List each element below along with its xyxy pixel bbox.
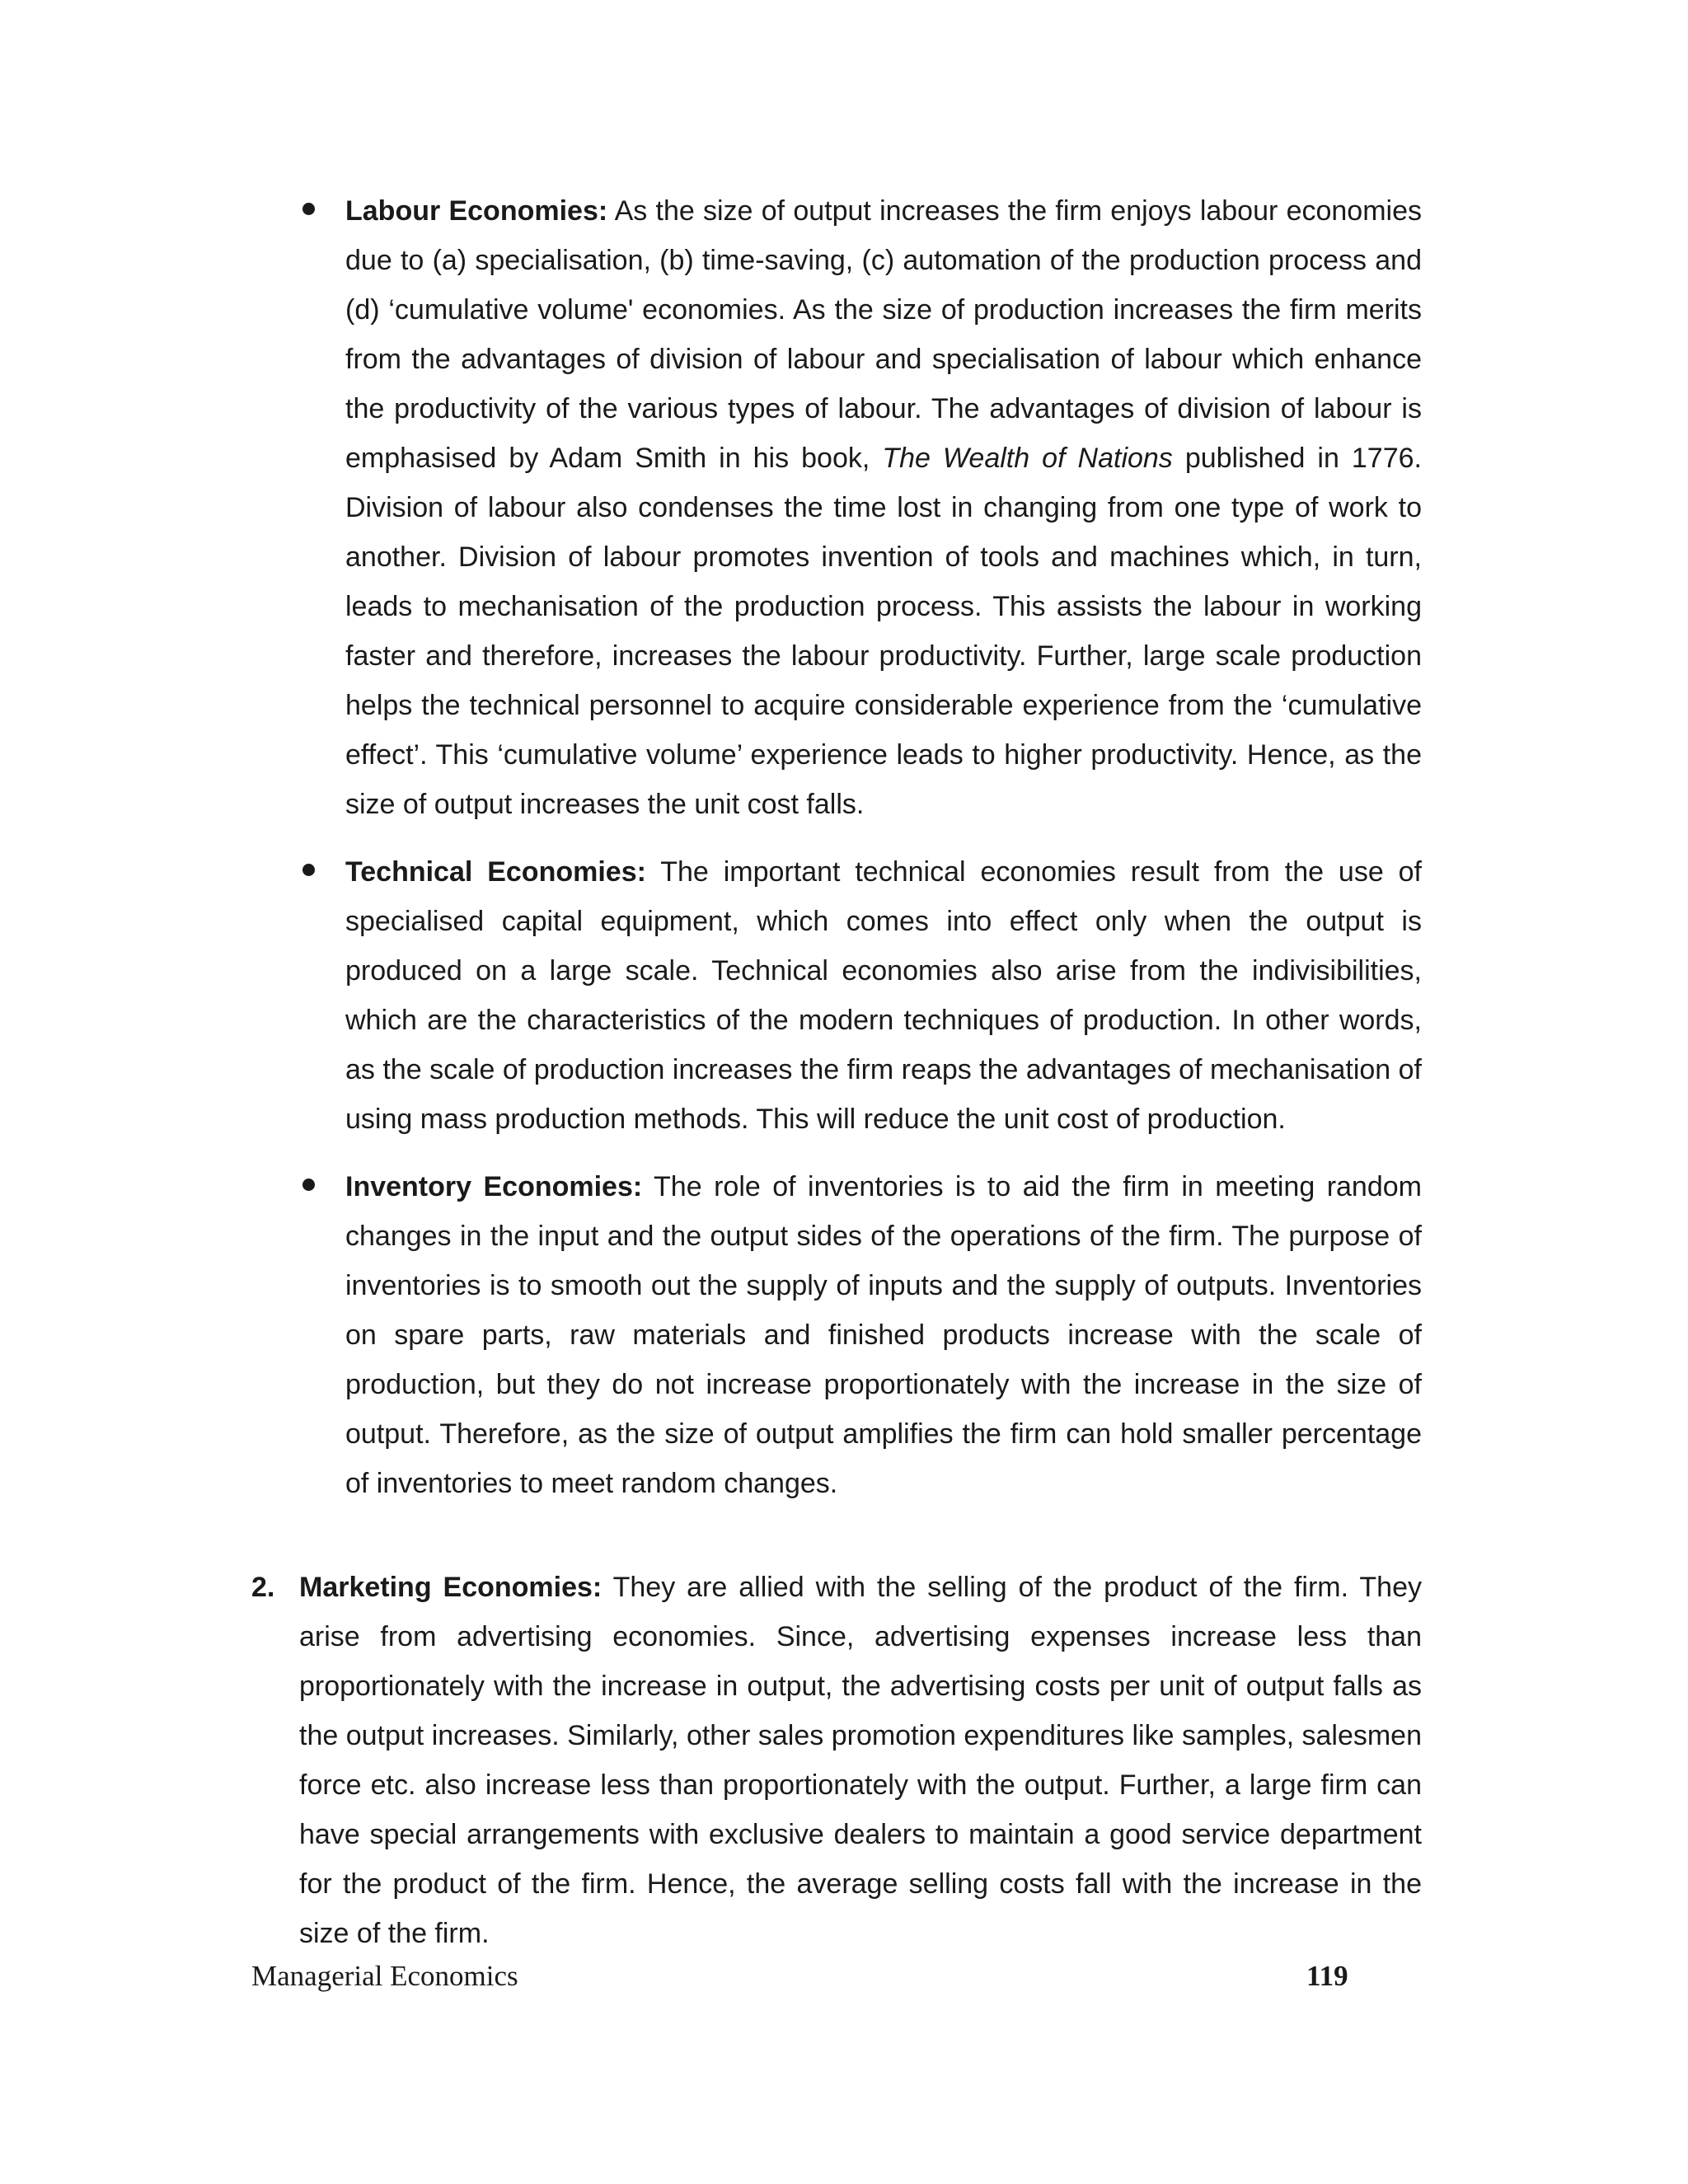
- bullet-item-labour-economies: [301, 186, 1422, 829]
- bullet-icon: [302, 864, 315, 876]
- bullet-paragraph: [345, 1162, 1422, 1508]
- numbered-item-marketing-economies: [251, 1563, 1422, 1958]
- bullet-text: The role of inventories is to aid the firm in meeting random changes in the input and the output sides of the operations of the firm. The purpose of inventories is to smooth out the supply of inputs and the supply of outputs. Inventories on spare parts, raw materials and finished products increase with the scale of production, but they do not increase proportionately with the increase in the size of output. Therefore, as the size of output amplifies the firm can hold smaller percentage of inventories to meet random changes.: [345, 1171, 1422, 1499]
- bullet-paragraph: [345, 847, 1422, 1144]
- bullet-list: [301, 186, 1422, 1526]
- book-title: The Wealth of Nations: [882, 443, 1173, 474]
- page-number: 119: [1306, 1960, 1348, 1992]
- numbered-heading: Marketing Economies:: [299, 1572, 603, 1603]
- bullet-heading: Labour Economies:: [345, 195, 608, 227]
- bullet-item-technical-economies: [301, 847, 1422, 1144]
- bullet-item-inventory-economies: [301, 1162, 1422, 1508]
- numbered-list: [251, 1563, 1422, 1958]
- item-number: 2.: [251, 1572, 275, 1603]
- bullet-heading: Technical Economies:: [345, 856, 646, 888]
- bullet-icon: [302, 1179, 315, 1191]
- bullet-text: published in 1776. Division of labour also condenses the time lost in changing from one type of work to another. Division of labour promotes invention of tools and machines which, in turn, leads to mechanisation of the production process. This assists the labour in working faster and therefore, increases the labour productivity. Further, large scale production helps the technical personnel to acquire considerable experience from the ‘cumulative effect’. This ‘cumulative volume’ experience leads to higher productivity. Hence, as the size of output increases the unit cost falls.: [345, 443, 1422, 820]
- bullet-heading: Inventory Economies:: [345, 1171, 643, 1202]
- bullet-icon: [302, 203, 315, 215]
- numbered-paragraph: [299, 1563, 1422, 1958]
- footer-book-title: Managerial Economics: [251, 1960, 518, 1992]
- bullet-paragraph: [345, 186, 1422, 829]
- bullet-text: The important technical economies result from the use of specialised capital equipment, which comes into effect only when the output is produced on a large scale. Technical economies also arise from the indivisibilities, which are the characteristics of the modern techniques of production. In other words, as the scale of production increases the firm reaps the advantages of mechanisation of using mass production methods. This will reduce the unit cost of production.: [345, 856, 1422, 1135]
- bullet-text: As the size of output increases the firm enjoys labour economies due to (a) specialisation, (b) time-saving, (c) automation of the production process and (d) ‘cumulative volume' economies. As the size of production increases the firm merits from the advantages of division of labour and specialisation of labour which enhance the productivity of the various types of labour. The advantages of division of labour is emphasised by Adam Smith in his book,: [345, 195, 1422, 474]
- numbered-text: They are allied with the selling of the product of the firm. They arise from advertising economies. Since, advertising expenses increase less than proportionately with the increase in output, the advertising costs per unit of output falls as the output increases. Similarly, other sales promotion expenditures like samples, salesmen force etc. also increase less than proportionately with the output. Further, a large firm can have special arrangements with exclusive dealers to maintain a good service department for the product of the firm. Hence, the average selling costs fall with the increase in the size of the firm.: [299, 1572, 1422, 1949]
